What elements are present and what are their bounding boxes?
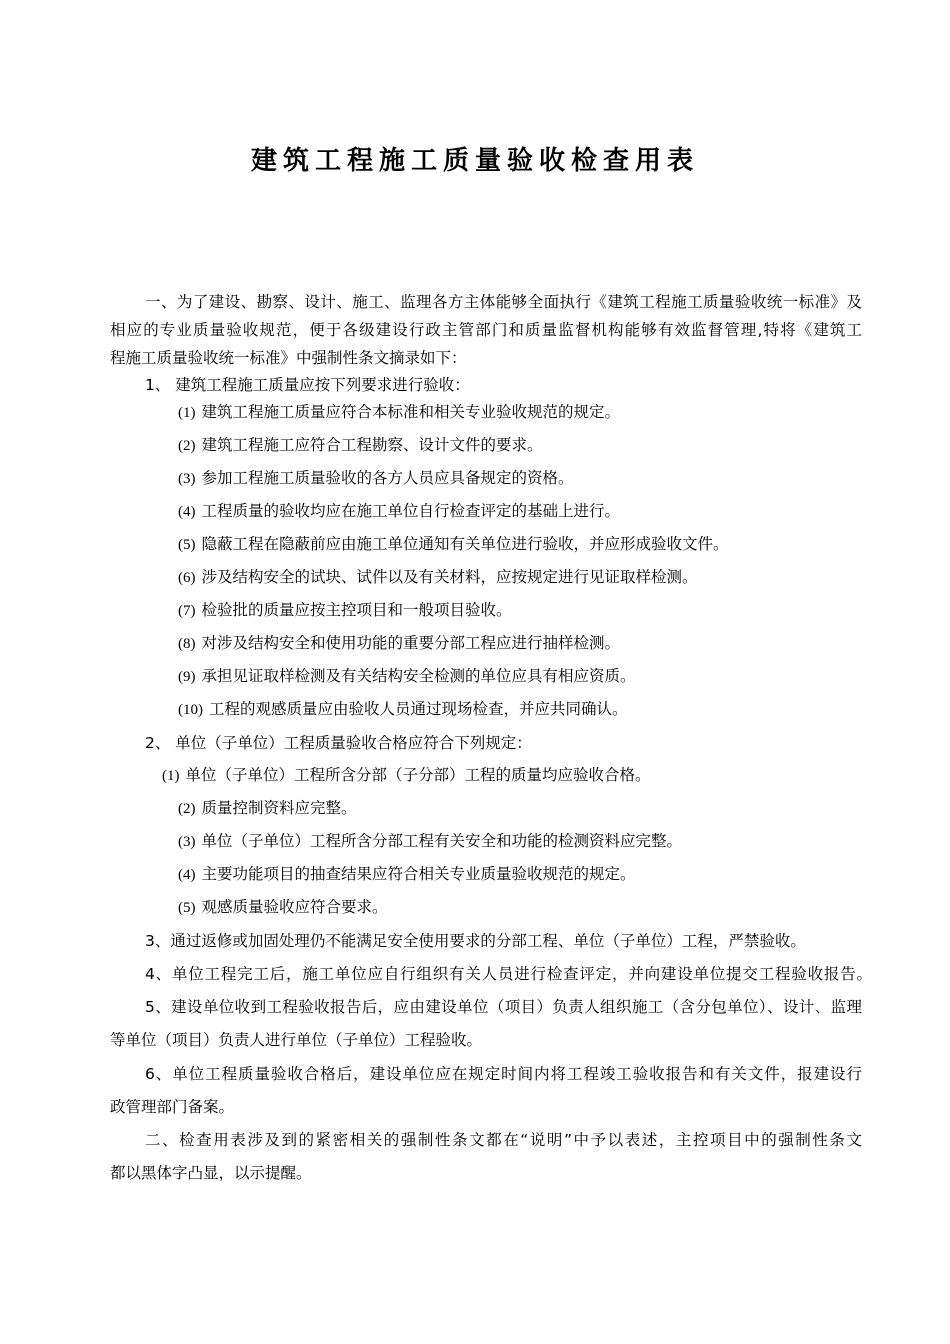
item-text: 工程质量的验收均应在施工单位自行检查评定的基础上进行。 [201,502,621,520]
item-number: (7) [178,603,196,619]
intro-line-3: 程施工质量验收统一标准》中强制性条文摘录如下： [110,349,467,367]
paragraph-6-line-1: 6、单位工程质量验收合格后，建设单位应在规定时间内将工程竣工验收报告和有关文件，报建设行 [145,1065,862,1083]
list-item [178,897,388,918]
item-text: 对涉及结构安全和使用功能的重要分部工程应进行抽样检测。 [201,634,621,652]
item-number: (9) [178,669,196,685]
paragraph-5-line-1: 5、建设单位收到工程验收报告后，应由建设单位（项目）负责人组织施工（含分包单位）、设计、监理 [145,998,862,1016]
item-text: 检验批的质量应按主控项目和一般项目验收。 [201,601,512,619]
list-item [178,699,628,720]
item-text: 质量控制资料应完整。 [201,799,357,817]
list-item [178,534,729,555]
item-number: (5) [178,900,196,916]
item-text: 建筑工程施工质量应符合本标准和相关专业验收规范的规定。 [201,403,621,421]
list-item [178,864,636,885]
list-item [178,798,357,819]
document-title: 建筑工程施工质量验收检查用表 [250,146,699,176]
item-number: (4) [178,504,196,520]
item-number: (6) [178,570,196,586]
list-item [178,468,574,489]
item-text: 涉及结构安全的试块、试件以及有关材料，应按规定进行见证取样检测。 [201,568,698,586]
item-text: 单位（子单位）工程所含分部工程有关安全和功能的检测资料应完整。 [201,832,683,850]
item-number: (2) [178,801,196,817]
list-item [178,402,620,423]
item-number: (5) [178,537,196,553]
paragraph-4: 4、单位工程完工后，施工单位应自行组织有关人员进行检查评定，并向建设单位提交工程验收报告。 [145,965,872,983]
intro-line-2: 相应的专业质量验收规范，便于各级建设行政主管部门和质量监督机构能够有效监督管理,特将《建筑工 [110,321,862,339]
item-text: 单位（子单位）工程所含分部（子分部）工程的质量均应验收合格。 [185,766,651,784]
part-2-line-1: 二、检查用表涉及到的紧密相关的强制性条文都在“说明”中予以表述，主控项目中的强制性条文 [145,1131,862,1149]
item-text: 主要功能项目的抽查结果应符合相关专业质量验收规范的规定。 [201,865,636,883]
item-number: (8) [178,636,196,652]
intro-line-1: 一、为了建设、勘察、设计、施工、监理各方主体能够全面执行《建筑工程施工质量验收统一标准》及 [145,293,862,311]
item-text: 建筑工程施工应符合工程勘察、设计文件的要求。 [201,436,543,454]
list-item [178,831,682,852]
item-number: (4) [178,867,196,883]
item-number: (1) [178,405,196,421]
list-item [178,567,698,588]
section-1-heading: 1、 建筑工程施工质量应按下列要求进行验收： [145,376,470,394]
item-text: 观感质量验收应符合要求。 [201,898,388,916]
list-item [178,501,620,522]
item-number: (1) [162,768,180,784]
paragraph-5-line-2: 等单位（项目）负责人进行单位（子单位）工程验收。 [110,1031,483,1049]
item-text: 隐蔽工程在隐蔽前应由施工单位通知有关单位进行验收，并应形成验收文件。 [201,535,729,553]
section-2-heading: 2、 单位（子单位）工程质量验收合格应符合下列规定： [145,734,532,752]
list-item [178,435,543,456]
item-number: (10) [178,702,203,718]
item-number: (3) [178,471,196,487]
part-2-line-2: 都以黑体字凸显，以示提醒。 [110,1164,312,1182]
list-item [178,666,636,687]
list-item [178,600,512,621]
paragraph-6-line-2: 政管理部门备案。 [110,1098,235,1116]
list-item [178,633,620,654]
list-item [162,765,651,786]
item-number: (3) [178,834,196,850]
paragraph-3: 3、通过返修或加固处理仍不能满足安全使用要求的分部工程、单位（子单位）工程，严禁验收。 [145,932,806,950]
item-text: 承担见证取样检测及有关结构安全检测的单位应具有相应资质。 [201,667,636,685]
item-number: (2) [178,438,196,454]
item-text: 工程的观感质量应由验收人员通过现场检查，并应共同确认。 [209,700,628,718]
item-text: 参加工程施工质量验收的各方人员应具备规定的资格。 [201,469,574,487]
